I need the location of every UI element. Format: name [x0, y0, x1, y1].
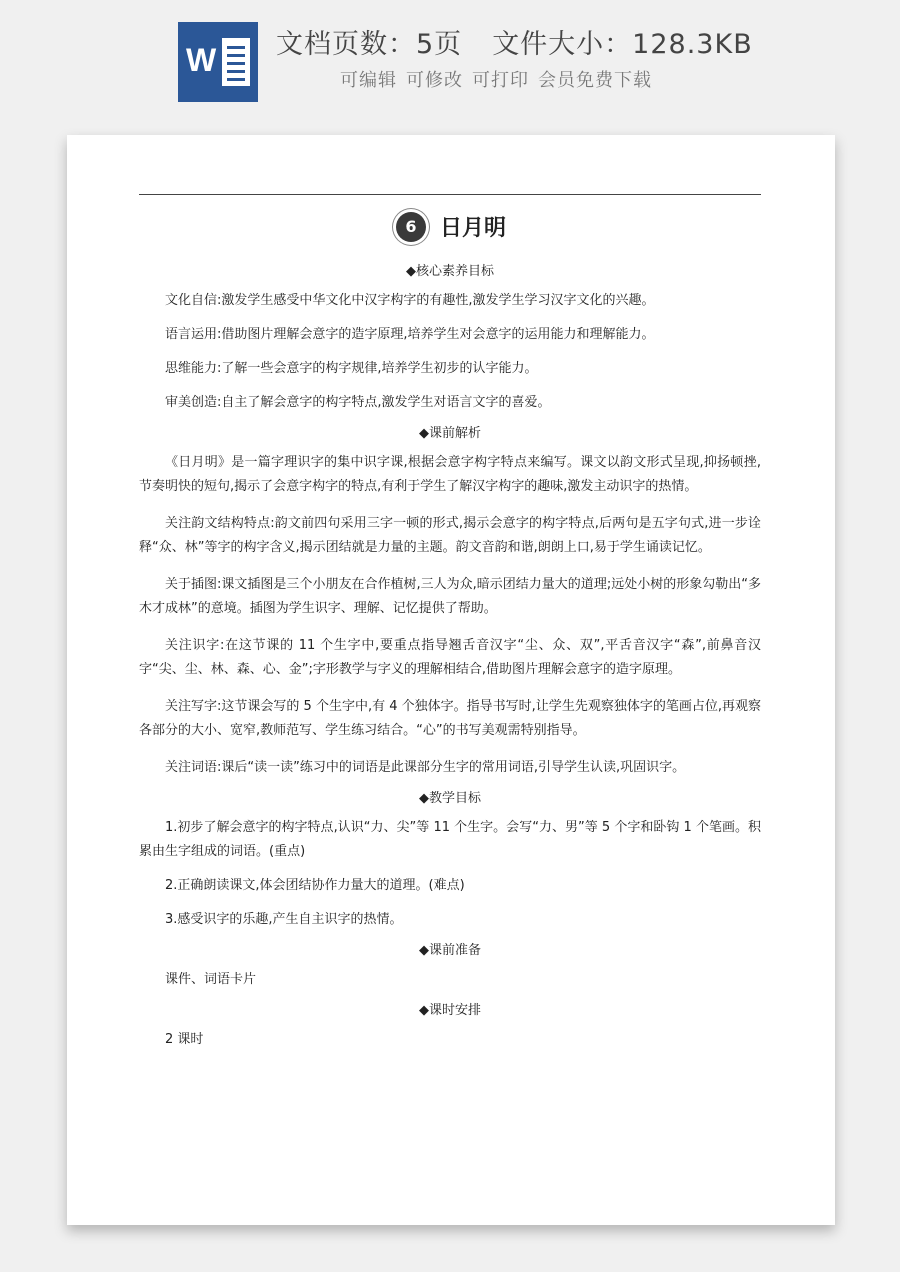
lesson-number-badge: 6: [396, 212, 426, 242]
analysis-paragraph: 关注韵文结构特点:韵文前四句采用三字一顿的形式,揭示会意字的构字特点,后两句是五字句式,进一步诠释“众、林”等字的构字含义,揭示团结就是力量的主题。韵文音韵和谐,朗朗上口,易于学生诵读记忆。: [139, 516, 761, 555]
page-count: 文档页数：5页: [276, 29, 463, 60]
document-body: [139, 263, 761, 1062]
goal-item: 3.感受识字的乐趣,产生自主识字的热情。: [165, 912, 403, 927]
core-item-thinking: 思维能力:了解一些会意字的构字规律,培养学生初步的认字能力。: [165, 361, 538, 376]
download-banner: [0, 0, 900, 120]
analysis-paragraph: 关注识字:在这节课的 11 个生字中,要重点指导翘舌音汉字“尘、众、双”,平舌音汉字“森”,前鼻音汉字“尖、尘、林、森、心、金”;字形教学与字义的理解相结合,借助图片理解会意字的造字原理。: [139, 638, 761, 677]
analysis-paragraph: 《日月明》是一篇字理识字的集中识字课,根据会意字构字特点来编写。课文以韵文形式呈现,抑扬顿挫,节奏明快的短句,揭示了会意字构字的特点,有利于学生了解汉字构字的趣味,激发主动识字的热情。: [139, 455, 761, 494]
document-page: [67, 135, 835, 1225]
prep-text: 课件、词语卡片: [165, 972, 257, 987]
core-item-aesthetic: 审美创造:自主了解会意字的构字特点,激发学生对语言文字的喜爱。: [165, 395, 551, 410]
feature-editable: 可编辑: [340, 70, 397, 91]
goal-item: 1.初步了解会意字的构字特点,认识“力、尖”等 11 个生字。会写“力、男”等 5 个字和卧钩 1 个笔画。积累由生字组成的词语。(重点): [139, 820, 761, 859]
section-heading-analysis: ◆课前解析: [419, 426, 481, 441]
schedule-text: 2 课时: [165, 1032, 204, 1047]
goal-item: 2.正确朗读课文,体会团结协作力量大的道理。(难点): [165, 878, 465, 893]
lesson-title: 日月明: [439, 216, 506, 241]
word-letter: W: [186, 42, 217, 78]
section-heading-goals: ◆教学目标: [419, 791, 481, 806]
header-rule: [139, 194, 761, 195]
feature-modifiable: 可修改: [406, 70, 463, 91]
lesson-heading: [67, 211, 835, 242]
file-size: 文件大小：128.3KB: [492, 29, 753, 60]
analysis-paragraph: 关注词语:课后“读一读”练习中的词语是此课部分生字的常用词语,引导学生认读,巩固识字。: [165, 760, 686, 775]
feature-printable: 可打印: [472, 70, 529, 91]
document-lines-icon: [222, 38, 250, 86]
analysis-paragraph: 关于插图:课文插图是三个小朋友在合作植树,三人为众,暗示团结力量大的道理;远处小树的形象勾勒出“多木才成林”的意境。插图为学生识字、理解、记忆提供了帮助。: [139, 577, 761, 616]
file-info: [276, 22, 753, 61]
analysis-paragraph: 关注写字:这节课会写的 5 个生字中,有 4 个独体字。指导书写时,让学生先观察独体字的笔画占位,再观察各部分的大小、宽窄,教师范写、学生练习结合。“心”的书写美观需特别指导。: [139, 699, 761, 738]
feature-member-download: 会员免费下载: [538, 70, 652, 91]
section-heading-prep: ◆课前准备: [419, 943, 481, 958]
section-heading-schedule: ◆课时安排: [419, 1003, 481, 1018]
core-item-culture: 文化自信:激发学生感受中华文化中汉字构字的有趣性,激发学生学习汉字文化的兴趣。: [165, 293, 655, 308]
section-heading-core: ◆核心素养目标: [406, 264, 494, 279]
word-document-icon: [178, 22, 258, 102]
core-item-language: 语言运用:借助图片理解会意字的造字原理,培养学生对会意字的运用能力和理解能力。: [165, 327, 655, 342]
feature-list: [340, 66, 652, 92]
